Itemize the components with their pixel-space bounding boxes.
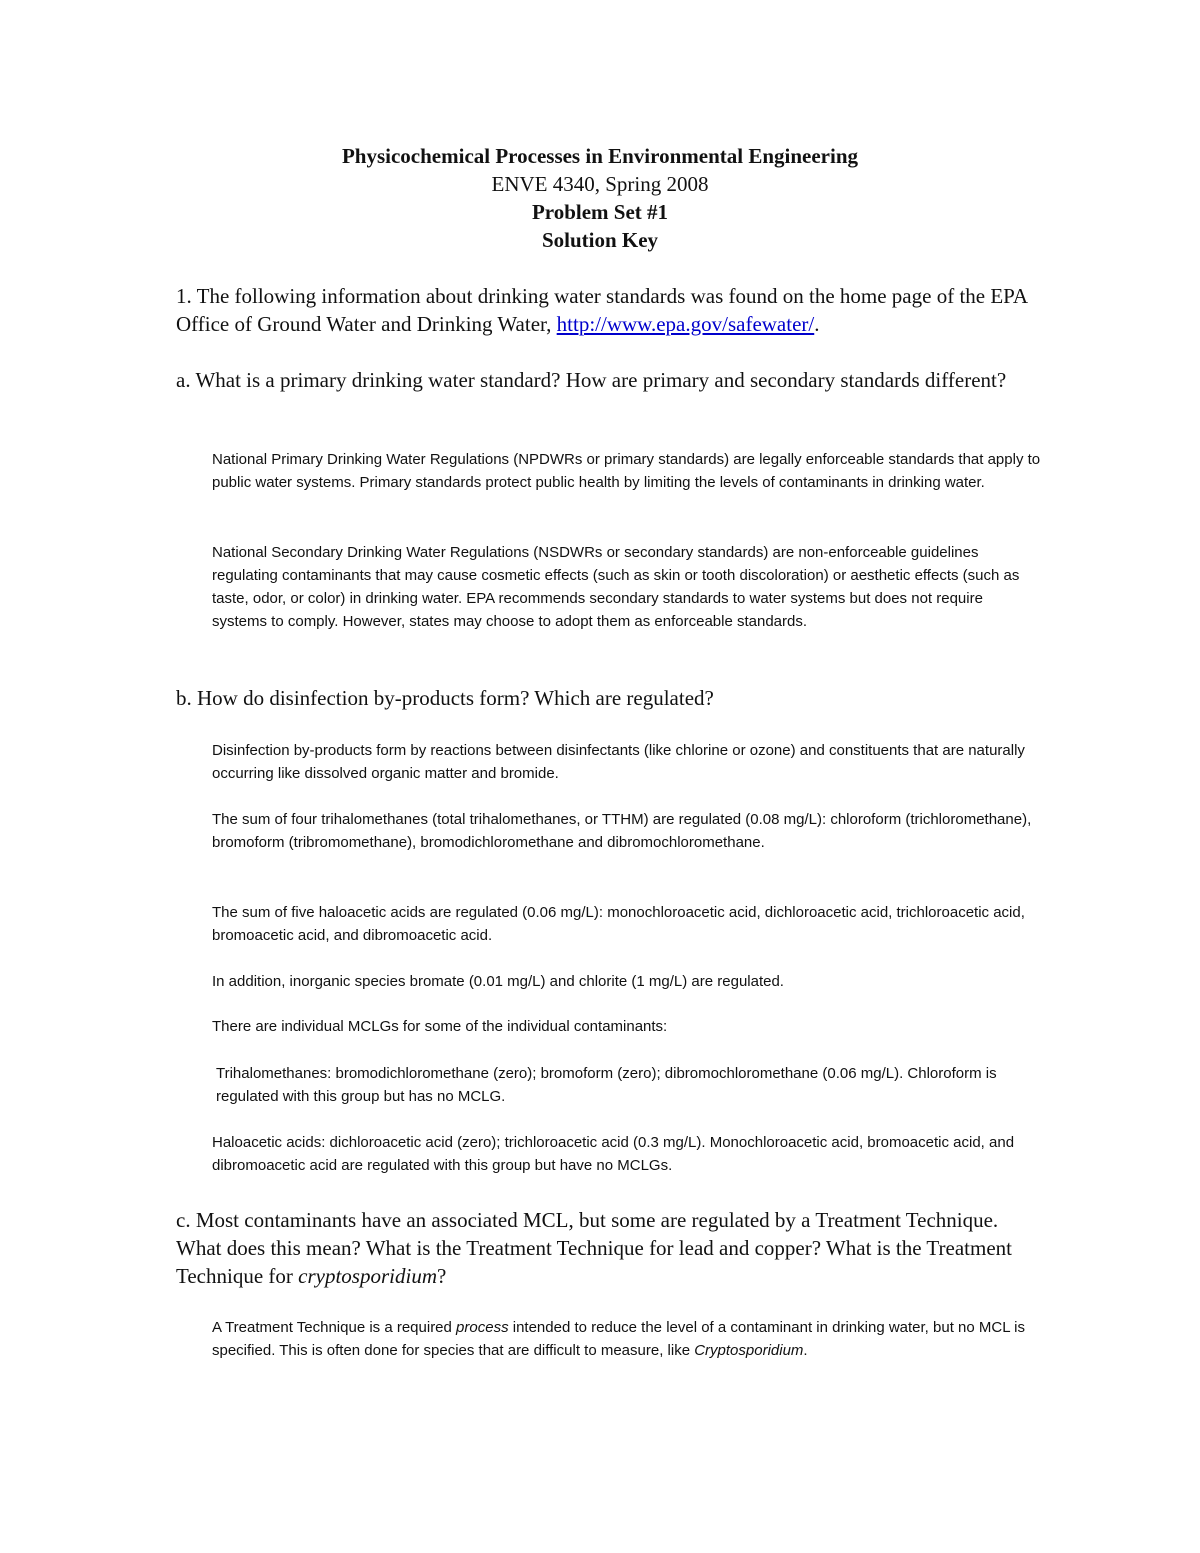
answer-a-secondary: National Secondary Drinking Water Regulations (NSDWRs or secondary standards) are non-enforceable guidelines regulating contaminants that may cause cosmetic effects (such as skin or tooth discoloration) or aesthetic effects (such as taste, odor, or color) in drinking water. EPA recommends secondary standards to water systems but does not require systems to comply. However, states may choose to adopt them as enforceable standards. — [212, 544, 1020, 630]
title-block — [0, 142, 1200, 254]
course-code: ENVE 4340, Spring 2008 — [491, 172, 709, 196]
answer-b-formation: Disinfection by-products form by reactions between disinfectants (like chlorine or ozone) and constituents that are naturally occurring like dissolved organic matter and bromide. — [212, 742, 1025, 782]
answer-c-end: . — [803, 1342, 808, 1359]
answer-b-haa-mclg: Haloacetic acids: dichloroacetic acid (zero); trichloroacetic acid (0.3 mg/L). Monochloroacetic acid, bromoacetic acid, and dibromoacetic acid are regulated with this group but have no MCLGs. — [212, 1134, 1015, 1174]
solution-key-title: Solution Key — [541, 228, 659, 252]
question-b: b. How do disinfection by-products form? Which are regulated? — [176, 686, 714, 710]
answer-c-pre: A Treatment Technique is a required — [212, 1319, 457, 1336]
answer-b-tthm: The sum of four trihalomethanes (total trihalomethanes, or TTHM) are regulated (0.08 mg/L): chloroform (trichloromethane), bromoform (tribromomethane), bromodichloromethane and dibromochloromethane. — [212, 811, 1032, 851]
problem-set-title: Problem Set #1 — [531, 200, 669, 224]
answer-c-italic-process: process — [456, 1319, 509, 1336]
question-c-end: ? — [436, 1264, 447, 1288]
answer-a-primary: National Primary Drinking Water Regulations (NPDWRs or primary standards) are legally enforceable standards that apply to public water systems. Primary standards protect public health by limiting the levels of contaminants in drinking water. — [212, 451, 1041, 491]
question-c-text: c. Most contaminants have an associated MCL, but some are regulated by a Treatment Technique. What does this mean? What is the Treatment Technique for lead and copper? What is the Treatment Technique for — [176, 1208, 1012, 1288]
question-a: a. What is a primary drinking water standard? How are primary and secondary standards different? — [176, 368, 1007, 392]
question-c — [176, 1206, 1036, 1290]
answer-b-haa: The sum of five haloacetic acids are regulated (0.06 mg/L): monochloroacetic acid, dichloroacetic acid, trichloroacetic acid, bromoacetic acid, and dibromoacetic acid. — [212, 904, 1025, 944]
answer-c-mid: intended to reduce the level of a contaminant in drinking water, but no MCL is specified. This is often done for species that are difficult to measure, like — [212, 1319, 1025, 1359]
question-c-italic: cryptosporidium — [298, 1264, 437, 1288]
answer-b-inorganic: In addition, inorganic species bromate (0.01 mg/L) and chlorite (1 mg/L) are regulated. — [212, 973, 784, 990]
question-1-text: 1. The following information about drinking water standards was found on the home page of the EPA Office of Ground Water and Drinking Water, — [176, 284, 1027, 336]
epa-safewater-link[interactable]: http://www.epa.gov/safewater/ — [556, 312, 815, 336]
answer-c — [212, 1316, 1042, 1362]
answer-b-mclg-intro: There are individual MCLGs for some of the individual contaminants: — [212, 1018, 668, 1035]
question-1-intro — [176, 282, 1036, 338]
answer-c-italic-crypto: Cryptosporidium — [694, 1342, 804, 1359]
answer-b-thm-mclg: Trihalomethanes: bromodichloromethane (zero); bromoform (zero); dibromochloromethane (0.06 mg/L). Chloroform is regulated with this group but has no MCLG. — [216, 1065, 997, 1105]
course-title: Physicochemical Processes in Environmental Engineering — [341, 144, 859, 168]
question-1-end: . — [814, 312, 820, 336]
